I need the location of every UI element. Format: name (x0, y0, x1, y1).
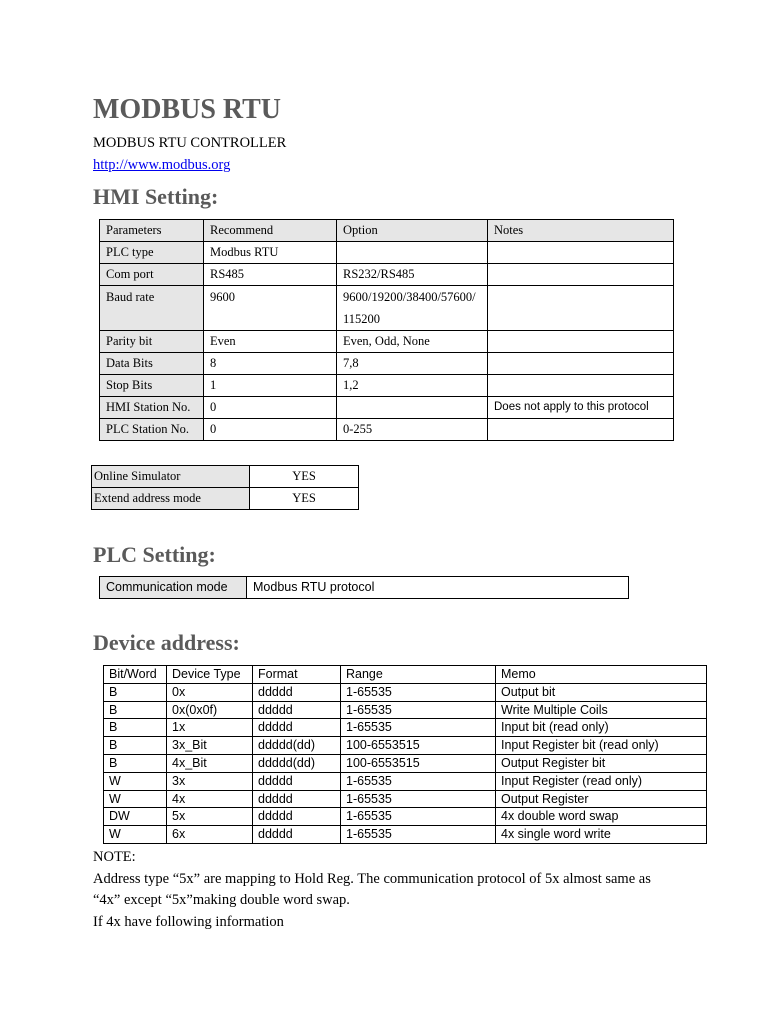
format-cell: ddddd (253, 826, 341, 844)
device-address-heading: Device address: (93, 630, 240, 655)
recommend-cell: 0 (204, 397, 337, 419)
format-cell: ddddd(dd) (253, 737, 341, 755)
header-cell: Memo (496, 666, 707, 684)
recommend-cell: 1 (204, 375, 337, 397)
bitword-cell: W (104, 826, 167, 844)
param-cell: PLC type (100, 242, 204, 264)
simulator-table (91, 465, 359, 510)
range-cell: 100-6553515 (341, 737, 496, 755)
note-line-2: “4x” except “5x”making double word swap. (93, 892, 350, 908)
format-cell: ddddd (253, 772, 341, 790)
device-type-cell: 6x (167, 826, 253, 844)
option-cell: Even, Odd, None (337, 331, 488, 353)
modbus-link[interactable]: http://www.modbus.org (93, 157, 231, 173)
format-cell: ddddd (253, 808, 341, 826)
table-header-row (100, 220, 674, 242)
option-cell: 9600/19200/38400/57600/ 115200 (337, 286, 488, 331)
range-cell: 1-65535 (341, 772, 496, 790)
recommend-cell: 9600 (204, 286, 337, 331)
header-cell: Bit/Word (104, 666, 167, 684)
param-cell: Parity bit (100, 331, 204, 353)
param-cell: Stop Bits (100, 375, 204, 397)
memo-cell: 4x single word write (496, 826, 707, 844)
bitword-cell: B (104, 701, 167, 719)
hmi-settings-table (99, 219, 674, 441)
memo-cell: Output bit (496, 683, 707, 701)
header-cell: Range (341, 666, 496, 684)
header-cell: Device Type (167, 666, 253, 684)
note-line-3: If 4x have following information (93, 914, 284, 930)
recommend-cell: 8 (204, 353, 337, 375)
hmi-setting-heading: HMI Setting: (93, 184, 219, 209)
device-type-cell: 4x (167, 790, 253, 808)
table-row (100, 375, 674, 397)
table-row (100, 353, 674, 375)
notes-cell (488, 419, 674, 441)
option-cell: RS232/RS485 (337, 264, 488, 286)
table-row (104, 737, 707, 755)
table-row (100, 419, 674, 441)
option-cell: 7,8 (337, 353, 488, 375)
option-cell: 0-255 (337, 419, 488, 441)
format-cell: ddddd (253, 790, 341, 808)
table-row (92, 466, 359, 488)
device-type-cell: 3x (167, 772, 253, 790)
extend-address-value: YES (250, 488, 359, 510)
table-row (104, 701, 707, 719)
range-cell: 100-6553515 (341, 754, 496, 772)
table-row (100, 264, 674, 286)
param-cell: Baud rate (100, 286, 204, 331)
bitword-cell: B (104, 737, 167, 755)
table-header-row (104, 666, 707, 684)
option-cell (337, 397, 488, 419)
table-row (100, 331, 674, 353)
table-row (104, 754, 707, 772)
notes-cell (488, 331, 674, 353)
table-row (104, 808, 707, 826)
memo-cell: Output Register bit (496, 754, 707, 772)
bitword-cell: W (104, 790, 167, 808)
range-cell: 1-65535 (341, 808, 496, 826)
note-line-1: Address type “5x” are mapping to Hold Reg. The communication protocol of 5x almost same as (93, 871, 651, 887)
range-cell: 1-65535 (341, 683, 496, 701)
header-cell: Option (337, 220, 488, 242)
plc-settings-table (99, 576, 629, 599)
format-cell: ddddd(dd) (253, 754, 341, 772)
bitword-cell: DW (104, 808, 167, 826)
device-type-cell: 0x (167, 683, 253, 701)
recommend-cell: Even (204, 331, 337, 353)
communication-mode-label: Communication mode (100, 577, 247, 599)
header-cell: Recommend (204, 220, 337, 242)
device-type-cell: 4x_Bit (167, 754, 253, 772)
table-row (104, 719, 707, 737)
option-cell (337, 242, 488, 264)
memo-cell: Input bit (read only) (496, 719, 707, 737)
device-type-cell: 5x (167, 808, 253, 826)
memo-cell: Input Register bit (read only) (496, 737, 707, 755)
notes-cell (488, 353, 674, 375)
memo-cell: 4x double word swap (496, 808, 707, 826)
range-cell: 1-65535 (341, 826, 496, 844)
table-row (104, 683, 707, 701)
header-cell: Parameters (100, 220, 204, 242)
device-type-cell: 0x(0x0f) (167, 701, 253, 719)
param-cell: PLC Station No. (100, 419, 204, 441)
table-row (104, 772, 707, 790)
device-type-cell: 3x_Bit (167, 737, 253, 755)
range-cell: 1-65535 (341, 790, 496, 808)
param-cell: Com port (100, 264, 204, 286)
bitword-cell: B (104, 754, 167, 772)
param-cell: HMI Station No. (100, 397, 204, 419)
notes-cell (488, 286, 674, 331)
notes-cell (488, 264, 674, 286)
table-row (100, 286, 674, 331)
plc-setting-heading: PLC Setting: (93, 542, 216, 567)
memo-cell: Write Multiple Coils (496, 701, 707, 719)
notes-cell (488, 242, 674, 264)
page-title: MODBUS RTU (93, 94, 282, 125)
table-row (104, 826, 707, 844)
range-cell: 1-65535 (341, 719, 496, 737)
page-subtitle: MODBUS RTU CONTROLLER (93, 135, 287, 151)
table-row (100, 577, 629, 599)
recommend-cell: Modbus RTU (204, 242, 337, 264)
table-row (100, 242, 674, 264)
range-cell: 1-65535 (341, 701, 496, 719)
note-label: NOTE: (93, 849, 136, 865)
table-row (100, 397, 674, 419)
notes-cell (488, 375, 674, 397)
table-row (104, 790, 707, 808)
notes-cell: Does not apply to this protocol (488, 397, 674, 419)
device-address-table (103, 665, 707, 844)
option-cell: 1,2 (337, 375, 488, 397)
online-simulator-label: Online Simulator (92, 466, 250, 488)
communication-mode-value: Modbus RTU protocol (247, 577, 629, 599)
recommend-cell: RS485 (204, 264, 337, 286)
recommend-cell: 0 (204, 419, 337, 441)
online-simulator-value: YES (250, 466, 359, 488)
device-type-cell: 1x (167, 719, 253, 737)
table-row (92, 488, 359, 510)
memo-cell: Input Register (read only) (496, 772, 707, 790)
format-cell: ddddd (253, 701, 341, 719)
bitword-cell: B (104, 719, 167, 737)
bitword-cell: B (104, 683, 167, 701)
format-cell: ddddd (253, 683, 341, 701)
header-cell: Notes (488, 220, 674, 242)
memo-cell: Output Register (496, 790, 707, 808)
format-cell: ddddd (253, 719, 341, 737)
extend-address-label: Extend address mode (92, 488, 250, 510)
param-cell: Data Bits (100, 353, 204, 375)
header-cell: Format (253, 666, 341, 684)
bitword-cell: W (104, 772, 167, 790)
